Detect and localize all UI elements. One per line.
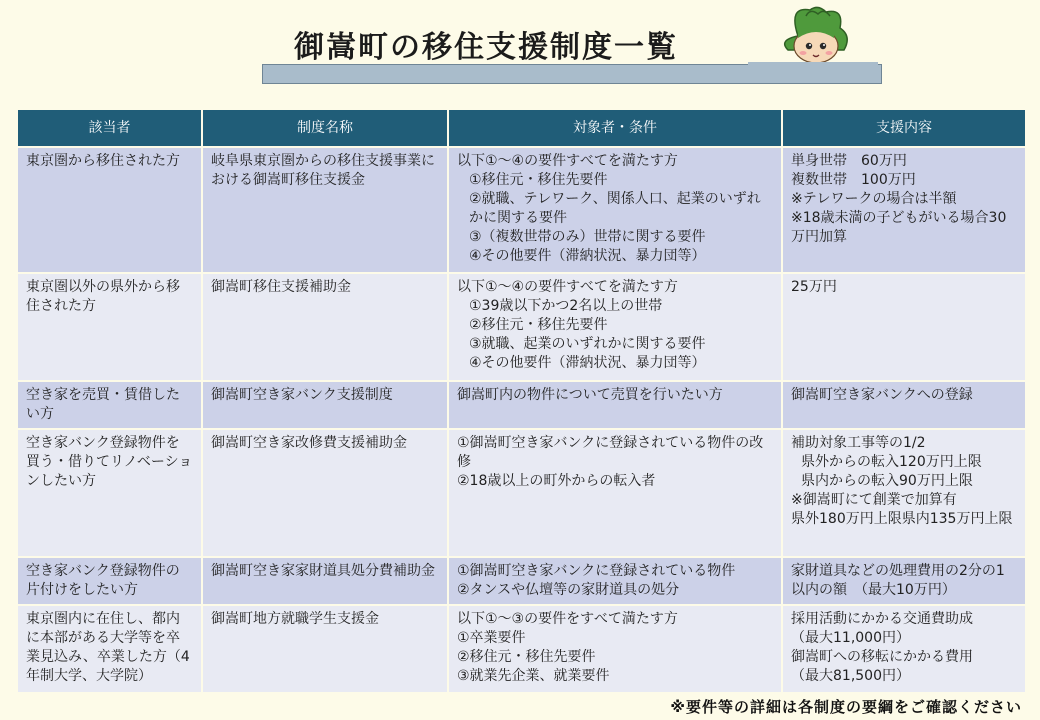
condition-line: 以下①～③の要件をすべて満たす方 [457, 611, 678, 627]
support-line: 採用活動にかかる交通費助成 [791, 611, 973, 627]
condition-line: ①卒業要件 [457, 630, 526, 646]
mascot-icon [748, 6, 878, 66]
page-title: 御嵩町の移住支援制度一覧 [294, 30, 678, 65]
support-table [16, 108, 1027, 694]
condition-line: 以下①～④の要件すべてを満たす方 [457, 153, 678, 169]
header-name: 制度名称 [202, 109, 448, 147]
support-line: 県内からの転入90万円上限 [801, 473, 973, 489]
condition-line: ②就職、テレワーク、関係人口、起業のいずれかに関する要件 [469, 191, 761, 226]
cell-conditions [448, 605, 782, 693]
cell-target: 空き家を売買・賃借したい方 [17, 381, 202, 429]
condition-line: ②移住元・移住先要件 [469, 317, 608, 333]
support-line: ※テレワークの場合は半額 [791, 191, 957, 207]
cell-support: 家財道具などの処理費用の2分の1以内の額 （最大10万円） [782, 557, 1026, 605]
table-row [17, 557, 1026, 605]
header-target: 該当者 [17, 109, 202, 147]
cell-conditions [448, 429, 782, 557]
cell-name: 御嵩町空き家バンク支援制度 [202, 381, 448, 429]
support-line: 単身世帯 60万円 [791, 153, 907, 169]
support-line: 25万円 [791, 279, 837, 295]
cell-conditions [448, 381, 782, 429]
cell-name: 御嵩町移住支援補助金 [202, 273, 448, 381]
cell-conditions [448, 147, 782, 273]
cell-conditions [448, 273, 782, 381]
cell-support [782, 273, 1026, 381]
condition-line: ③就業先企業、就業要件 [457, 668, 610, 684]
condition-line: ①御嵩町空き家バンクに登録されている物件の改修 [457, 435, 764, 470]
condition-line: ②タンスや仏壇等の家財道具の処分 [457, 582, 680, 598]
cell-conditions [448, 557, 782, 605]
cell-target: 東京圏内に在住し、都内に本部がある大学等を卒業見込み、卒業した方（4年制大学、大学院） [17, 605, 202, 693]
condition-line: ④その他要件（滞納状況、暴力団等） [469, 248, 706, 264]
footnote: ※要件等の詳細は各制度の要綱をご確認ください [670, 698, 1022, 716]
condition-line: ②移住元・移住先要件 [457, 649, 596, 665]
title-underline-bar [262, 64, 882, 84]
cell-name: 岐阜県東京圏からの移住支援事業における御嵩町移住支援金 [202, 147, 448, 273]
table-row [17, 273, 1026, 381]
cell-support [782, 605, 1026, 693]
cell-support [782, 147, 1026, 273]
cell-support [782, 429, 1026, 557]
cell-name: 御嵩町地方就職学生支援金 [202, 605, 448, 693]
header-support: 支援内容 [782, 109, 1026, 147]
cell-name: 御嵩町空き家改修費支援補助金 [202, 429, 448, 557]
condition-line: 以下①～④の要件すべてを満たす方 [457, 279, 678, 295]
support-line: 県外からの転入120万円上限 [801, 454, 982, 470]
condition-line: ①御嵩町空き家バンクに登録されている物件 [457, 563, 736, 579]
condition-line: ②18歳以上の町外からの転入者 [457, 473, 656, 489]
cell-support [782, 381, 1026, 429]
header-conditions: 対象者・条件 [448, 109, 782, 147]
support-line: ※御嵩町にて創業で加算有 [791, 492, 957, 508]
cell-name: 御嵩町空き家家財道具処分費補助金 [202, 557, 448, 605]
table-row [17, 147, 1026, 273]
cell-target: 東京圏以外の県外から移住された方 [17, 273, 202, 381]
table-row [17, 605, 1026, 693]
condition-line: ①39歳以下かつ2名以上の世帯 [469, 298, 663, 314]
table-header-row [17, 109, 1026, 147]
condition-line: ④その他要件（滞納状況、暴力団等） [469, 355, 706, 371]
support-line: 御嵩町への移転にかかる費用 [791, 649, 973, 665]
condition-line: 御嵩町内の物件について売買を行いたい方 [457, 387, 723, 403]
table-row [17, 429, 1026, 557]
support-line: 県外180万円上限県内135万円上限 [791, 511, 1013, 527]
condition-line: ③就職、起業のいずれかに関する要件 [469, 336, 706, 352]
support-line: 複数世帯 100万円 [791, 172, 916, 188]
condition-line: ③（複数世帯のみ）世帯に関する要件 [469, 229, 706, 245]
support-line: 補助対象工事等の1/2 [791, 435, 926, 451]
support-line: 御嵩町空き家バンクへの登録 [791, 387, 973, 403]
cell-target: 空き家バンク登録物件を買う・借りてリノベーションしたい方 [17, 429, 202, 557]
cell-target: 空き家バンク登録物件の片付けをしたい方 [17, 557, 202, 605]
support-line: （最大81,500円） [791, 668, 910, 684]
support-line: ※18歳未満の子どもがいる場合30万円加算 [791, 210, 1007, 245]
condition-line: ①移住元・移住先要件 [469, 172, 608, 188]
table-row [17, 381, 1026, 429]
support-line: （最大11,000円） [791, 630, 910, 646]
cell-target: 東京圏から移住された方 [17, 147, 202, 273]
